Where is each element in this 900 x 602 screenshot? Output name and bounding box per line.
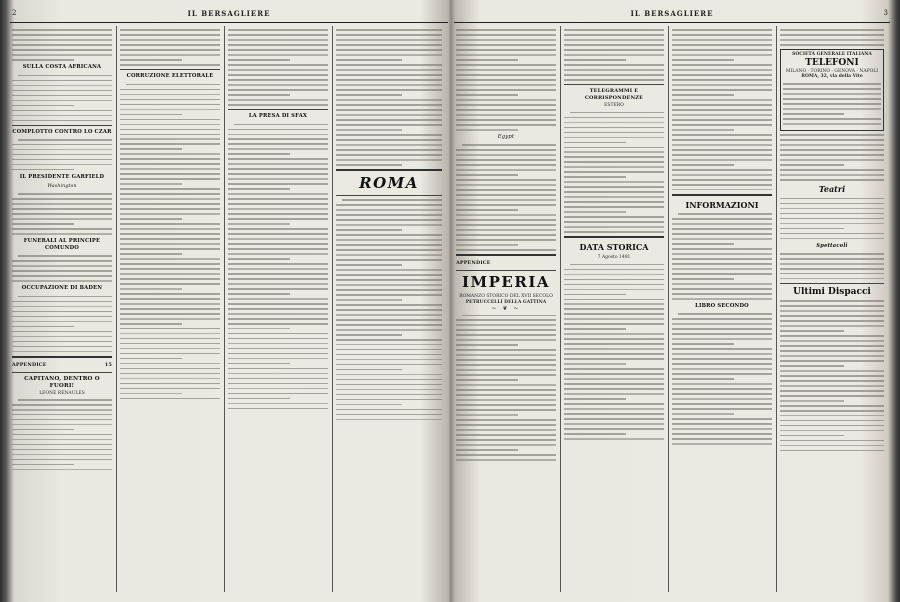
section-heading: LIBRO SECONDO [695,302,749,309]
subheading: Washington [47,183,77,189]
masthead-title: IL BERSAGLIERE [630,9,714,18]
telefoni-ad [780,49,884,131]
feuilleton-author: PETRUCCELLI DELLA GATTINA [465,300,547,306]
section-heading: OCCUPAZIONE DI BADEN [21,285,103,292]
right-column-1 [456,26,556,594]
left-column-4 [336,26,442,594]
appendix-number: 15 [104,361,112,368]
section-heading: COMPLOTTO CONTRO LO CZAR [12,128,112,135]
section-heading: SULLA COSTA AFRICANA [22,64,102,71]
ad-address: ROMA, 32, via della Vite [801,74,863,80]
ad-cities: MILANO - TORINO - GENOVA - NAPOLI [785,68,879,74]
left-column-3 [228,26,328,594]
feuilleton-subtitle: ROMANZO STORICO DEL XVII SECOLO [459,294,553,300]
section-heading-roma: ROMA [359,173,419,192]
feuilleton-author: LEONE RENAULES [39,390,85,396]
section-heading: Teatri [818,184,846,195]
left-page-header [10,6,448,23]
section-heading: TELEGRAMMI E CORRISPONDENZE [584,88,644,102]
appendix-label: APPENDICE [456,260,491,267]
appendix-label: APPENDICE [12,361,47,368]
section-heading: LA PRESA DI SFAX [248,113,308,120]
section-heading: CORRUZIONE ELETTORALE [126,73,214,80]
masthead-title: IL BERSAGLIERE [187,9,271,18]
section-heading: Egypt [497,134,515,141]
right-column-2 [564,26,664,594]
left-column-2 [120,26,220,594]
feuilleton-title: IMPERIA [462,273,550,292]
section-heading: FUNERALI AL PRINCIPE COMUNDO [23,238,101,252]
right-page [454,0,890,602]
subheading: ESTERO [604,103,624,109]
feuilleton-title: CAPITANO, DENTRO O FUORI! [24,375,100,389]
ornament-icon: ~ ❦ ~ [491,305,521,313]
page-number: 3 [883,9,888,17]
right-column-3 [672,26,772,594]
page-number: 2 [12,9,17,17]
section-heading: Spettacoli [816,242,848,249]
section-heading: INFORMAZIONI [685,199,759,210]
left-column-1 [12,26,112,594]
subheading-date: 7 Agosto 1481 [597,255,631,261]
ad-company: SOCIETÀ GENERALE ITALIANA [792,52,872,58]
section-heading: Ultimi Dispacci [793,286,871,297]
ad-title: TELEFONI [805,57,859,68]
left-page [10,0,448,602]
appendix-bar [12,362,112,369]
right-page-header [454,6,890,23]
section-heading: IL PRESIDENTE GARFIELD [19,173,105,180]
section-heading: DATA STORICA [579,242,649,253]
right-column-4-ads [780,26,884,594]
